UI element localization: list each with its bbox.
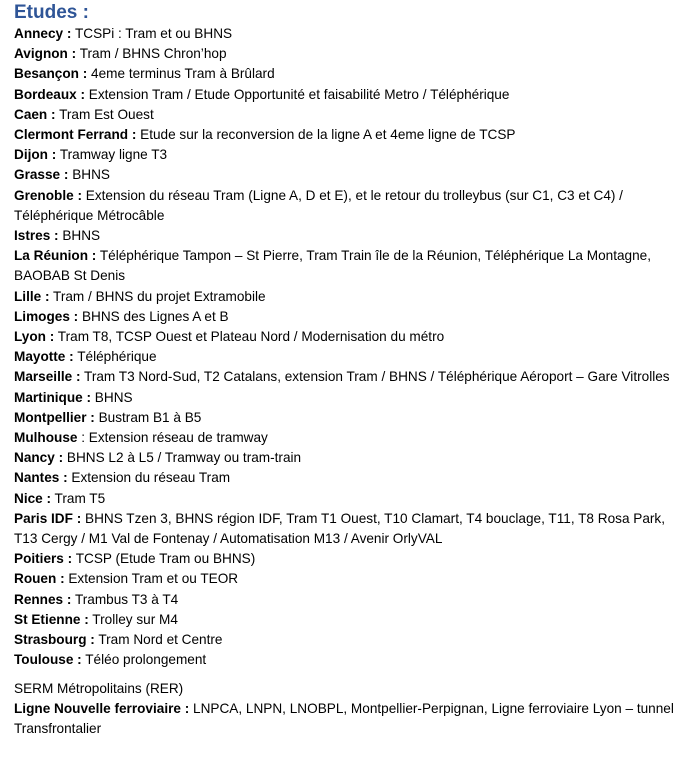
study-item-text: 4eme terminus Tram à Brûlard (87, 66, 275, 82)
study-item (14, 388, 684, 408)
study-item-text: Tram Nord et Centre (94, 632, 223, 648)
study-item-text: Bustram B1 à B5 (94, 409, 202, 425)
study-item-city: Clermont Ferrand : (14, 127, 137, 143)
study-item-text: BHNS des Lignes A et B (78, 308, 229, 324)
serm-item-text: LNPCA, LNPN, LNOBPL, Montpellier-Perpignan, Ligne ferroviaire Lyon – tunnel Transfrontalier (14, 700, 674, 736)
study-item-city: Toulouse : (14, 652, 82, 668)
study-item-city: Besançon : (14, 66, 88, 82)
study-item (14, 307, 684, 327)
study-item-city: Istres : (14, 228, 59, 244)
study-item (14, 468, 684, 488)
study-item (14, 489, 684, 509)
study-item-text: Extension du réseau Tram (67, 470, 231, 486)
study-item-text: Tram / BHNS Chron’hop (76, 46, 227, 62)
serm-item-city: Ligne Nouvelle ferroviaire : (14, 700, 190, 716)
study-item-text: Extension Tram et ou TEOR (64, 571, 239, 587)
study-item-text: Tram T8, TCSP Ouest et Plateau Nord / Modernisation du métro (54, 329, 445, 345)
study-item-text: Extension du réseau Tram (Ligne A, D et E), et le retour du trolleybus (sur C1, C3 et C4) / Téléphérique Métrocâble (14, 187, 623, 223)
study-item-city: Martinique : (14, 389, 92, 405)
study-item-city: Bordeaux : (14, 86, 86, 102)
study-item-text: Tram T5 (51, 490, 106, 506)
study-item-text: BHNS Tzen 3, BHNS région IDF, Tram T1 Ouest, T10 Clamart, T4 bouclage, T11, T8 Rosa Park, T13 Cergy / M1 Val de Fontenay / Automatisation M13 / Avenir OrlyVAL (14, 510, 666, 547)
study-item-text: Téléo prolongement (81, 652, 207, 668)
study-item (14, 44, 684, 64)
study-item (14, 125, 684, 145)
study-item-city: Lille : (14, 288, 50, 304)
study-item-city: Montpellier : (14, 409, 95, 425)
study-item-city: Mulhouse (14, 430, 78, 446)
study-item-city: Nancy : (14, 450, 64, 466)
studies-list (14, 24, 684, 671)
study-item (14, 226, 684, 246)
study-item (14, 590, 684, 610)
study-item-city: Grenoble : (14, 187, 82, 203)
study-item-city: Strasbourg : (14, 632, 95, 648)
study-item-text: Téléphérique Tampon – St Pierre, Tram Train île de la Réunion, Téléphérique La Montagne, BAOBAB St Denis (14, 248, 651, 284)
study-item-city: Mayotte : (14, 349, 74, 365)
study-item-text: BHNS (68, 167, 110, 183)
study-item-city: Grasse : (14, 167, 69, 183)
study-item-city: Poitiers : (14, 551, 73, 567)
study-item (14, 105, 684, 125)
study-item (14, 428, 684, 448)
study-item-city: Nantes : (14, 470, 68, 486)
study-item-text: Etude sur la reconversion de la ligne A et 4eme ligne de TCSP (136, 127, 516, 143)
study-item-text: Tram / BHNS du projet Extramobile (49, 288, 266, 304)
study-item (14, 186, 684, 226)
study-item-city: La Réunion : (14, 248, 97, 264)
study-item-text: Tramway ligne T3 (56, 147, 168, 163)
study-item-city: Marseille : (14, 369, 81, 385)
study-item-text: : Extension réseau de tramway (77, 430, 268, 446)
study-item (14, 549, 684, 569)
study-item (14, 327, 684, 347)
study-item-text: BHNS L2 à L5 / Tramway ou tram-train (63, 450, 302, 466)
study-item-text: Tram Est Ouest (55, 106, 154, 122)
study-item (14, 287, 684, 307)
serm-title: SERM Métropolitains (RER) (14, 680, 184, 696)
study-item (14, 509, 684, 549)
study-item-city: Rouen : (14, 571, 65, 587)
study-item (14, 85, 684, 105)
study-item (14, 24, 684, 44)
study-item-city: Limoges : (14, 308, 79, 324)
study-item-text: TCSP (Etude Tram ou BHNS) (72, 551, 256, 567)
study-item (14, 367, 684, 387)
serm-item (14, 699, 684, 739)
study-item (14, 630, 684, 650)
study-item-city: Dijon : (14, 147, 57, 163)
study-item-text: Trolley sur M4 (88, 611, 178, 627)
study-item-text: BHNS (91, 389, 133, 405)
study-item-city: Lyon : (14, 329, 55, 345)
study-item-city: Annecy : (14, 26, 72, 41)
study-item-city: Rennes : (14, 591, 72, 607)
study-item-city: Paris IDF : (14, 510, 82, 526)
study-item-text: Extension Tram / Etude Opportunité et faisabilité Metro / Téléphérique (85, 86, 510, 102)
study-item (14, 64, 684, 84)
study-item-text: BHNS (58, 228, 101, 244)
study-item (14, 145, 684, 165)
study-item (14, 650, 684, 670)
study-item (14, 408, 684, 428)
study-item (14, 448, 684, 468)
study-item-city: Avignon : (14, 46, 77, 62)
study-item-text: Trambus T3 à T4 (71, 591, 179, 607)
study-item-city: St Etienne : (14, 611, 89, 627)
study-item (14, 347, 684, 367)
study-item-city: Nice : (14, 490, 52, 506)
study-item-text: Tram T3 Nord-Sud, T2 Catalans, extension Tram / BHNS / Téléphérique Aéroport – Gare Vitrolles (80, 369, 670, 385)
study-item-text: TCSPi : Tram et ou BHNS (71, 26, 233, 41)
study-item (14, 610, 684, 630)
section-heading: Etudes : (14, 2, 89, 23)
study-item (14, 165, 684, 185)
study-item-text: Téléphérique (73, 349, 157, 365)
study-item (14, 246, 684, 286)
study-item (14, 569, 684, 589)
study-item-city: Caen : (14, 106, 56, 122)
